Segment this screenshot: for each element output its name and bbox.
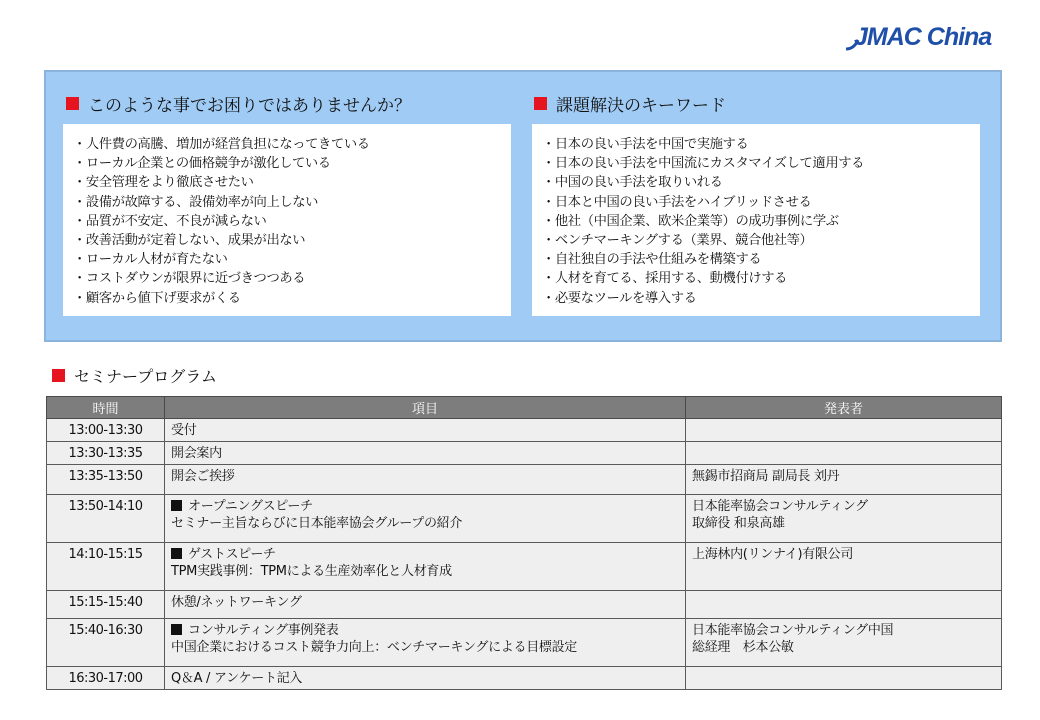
time-cell: 13:50-14:10	[47, 495, 165, 543]
list-item: ・設備が故障する、設備効率が向上しない	[73, 194, 319, 210]
red-square-icon	[66, 97, 79, 110]
table-row	[47, 619, 1002, 667]
table-header-row	[47, 397, 1002, 419]
item-cell	[165, 419, 686, 442]
keywords-heading	[534, 91, 726, 116]
logo-graphic	[844, 18, 1028, 52]
list-item: ・コストダウンが限界に近づきつつある	[73, 271, 306, 287]
item-cell	[165, 619, 686, 667]
logo-text: JMAC China	[854, 23, 992, 51]
speaker-cell	[686, 591, 1002, 619]
program-table	[46, 396, 1002, 690]
list-item: ・ローカル人材が育たない	[73, 252, 228, 268]
speaker-cell	[686, 543, 1002, 591]
red-square-icon	[52, 369, 65, 382]
item-cell	[165, 591, 686, 619]
black-square-icon	[171, 548, 182, 559]
item-text: セミナー主旨ならびに日本能率協会グループの紹介	[171, 516, 463, 531]
speaker-cell	[686, 619, 1002, 667]
time-cell: 15:15-15:40	[47, 591, 165, 619]
speaker-text: 日本能率協会コンサルティング	[692, 499, 868, 514]
time-cell: 13:00-13:30	[47, 419, 165, 442]
item-text: TPM実践事例：TPMによる生産効率化と人材育成	[171, 564, 452, 579]
table-row	[47, 667, 1002, 690]
speaker-text: 取締役 和泉高雄	[692, 516, 785, 531]
speaker-text: 上海林内(リンナイ)有限公司	[692, 547, 854, 562]
table-row	[47, 543, 1002, 591]
list-item: ・ローカル企業との価格競争が激化している	[73, 156, 331, 172]
item-cell	[165, 495, 686, 543]
item-cell	[165, 465, 686, 495]
column-header-time: 時間	[47, 397, 165, 419]
jmac-china-logo	[844, 18, 1028, 52]
item-text: オープニングスピーチ	[188, 499, 313, 514]
program-title: セミナープログラム	[74, 367, 218, 386]
item-text: Q＆A / アンケート記入	[171, 671, 303, 686]
table-row	[47, 419, 1002, 442]
keywords-title: 課題解決のキーワード	[556, 96, 726, 116]
column-header-item: 項目	[165, 397, 686, 419]
speaker-cell	[686, 442, 1002, 465]
item-text: ゲストスピーチ	[188, 547, 276, 562]
list-item: ・ベンチマーキングする（業界、競合他社等）	[542, 233, 813, 249]
speaker-cell	[686, 667, 1002, 690]
list-item: ・顧客から値下げ要求がくる	[73, 290, 241, 306]
time-cell: 16:30-17:00	[47, 667, 165, 690]
list-item: ・改善活動が定着しない、成果が出ない	[73, 233, 306, 249]
table-row	[47, 465, 1002, 495]
speaker-cell	[686, 419, 1002, 442]
list-item: ・日本の良い手法を中国で実施する	[542, 137, 749, 152]
time-cell: 13:30-13:35	[47, 442, 165, 465]
list-item: ・品質が不安定、不良が減らない	[73, 213, 267, 229]
red-square-icon	[534, 97, 547, 110]
black-square-icon	[171, 500, 182, 511]
item-cell	[165, 667, 686, 690]
table-row	[47, 591, 1002, 619]
item-cell	[165, 543, 686, 591]
list-item: ・必要なツールを導入する	[542, 290, 697, 306]
list-item: ・中国の良い手法を取りいれる	[542, 175, 723, 191]
item-text: 開会案内	[171, 446, 222, 461]
time-cell: 13:35-13:50	[47, 465, 165, 495]
time-cell: 15:40-16:30	[47, 619, 165, 667]
list-item: ・人材を育てる、採用する、動機付けする	[542, 271, 788, 287]
item-text: 中国企業におけるコスト競争力向上：ベンチマーキングによる目標設定	[171, 640, 578, 655]
keywords-list	[532, 124, 980, 316]
list-item: ・人件費の高騰、増加が経営負担になってきている	[73, 137, 370, 152]
program-heading	[52, 364, 217, 387]
problems-heading	[66, 91, 411, 116]
list-item: ・日本と中国の良い手法をハイブリッドさせる	[542, 194, 812, 210]
list-item: ・他社（中国企業、欧米企業等）の成功事例に学ぶ	[542, 213, 839, 229]
list-item: ・安全管理をより徹底させたい	[73, 175, 254, 191]
table-row	[47, 442, 1002, 465]
speaker-cell	[686, 495, 1002, 543]
problems-title: このような事でお困りではありませんか？	[88, 96, 411, 116]
column-header-speaker: 発表者	[686, 397, 1002, 419]
speaker-cell	[686, 465, 1002, 495]
speaker-text: 総経理 杉本公敏	[692, 640, 794, 655]
item-text: コンサルティング事例発表	[188, 623, 339, 638]
speaker-text: 無錫市招商局 副局長 刘丹	[692, 469, 840, 484]
speaker-text: 日本能率協会コンサルティング中国	[692, 623, 894, 638]
list-item: ・自社独自の手法や仕組みを構築する	[542, 252, 762, 268]
item-text: 受付	[171, 423, 197, 438]
black-square-icon	[171, 624, 182, 635]
item-text: 休憩/ネットワーキング	[171, 595, 302, 610]
item-cell	[165, 442, 686, 465]
time-cell: 14:10-15:15	[47, 543, 165, 591]
problems-list	[63, 124, 511, 316]
list-item: ・日本の良い手法を中国流にカスタマイズして適用する	[542, 156, 865, 172]
table-row	[47, 495, 1002, 543]
item-text: 開会ご挨拶	[171, 469, 235, 484]
